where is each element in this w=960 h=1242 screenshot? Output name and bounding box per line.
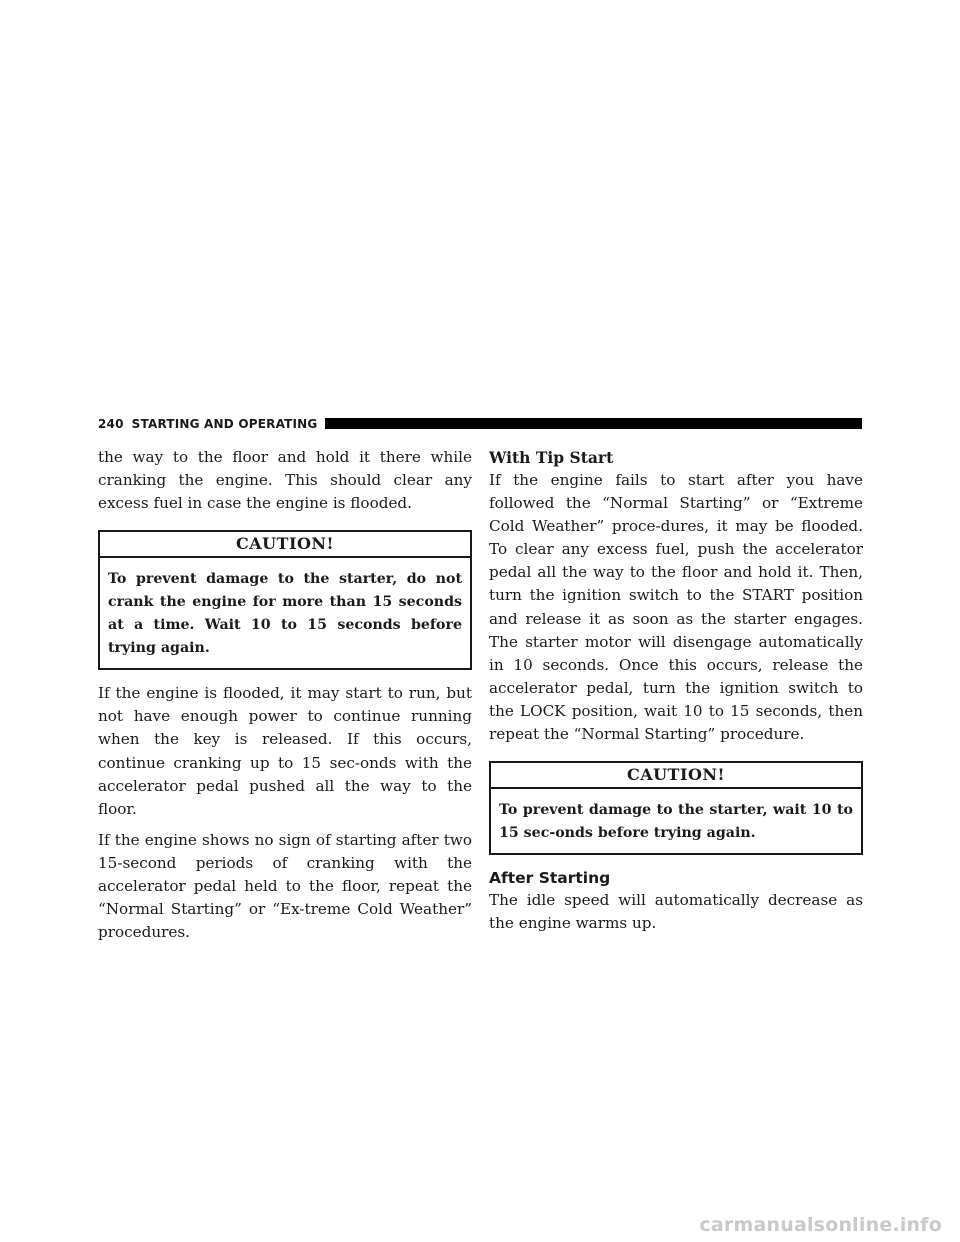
caution-title-1: CAUTION! — [100, 532, 470, 558]
right-paragraph-2: The idle speed will automatically decrease as the engine warms up. — [489, 891, 863, 933]
caution-body-1: To prevent damage to the starter, do not crank the engine for more than 15 seconds at a time. Wait 10 to 15 seconds before trying again. — [108, 571, 462, 657]
section-title: STARTING AND OPERATING — [131, 416, 318, 431]
caution-title-2: CAUTION! — [491, 763, 861, 789]
heading-after-starting: After Starting — [489, 869, 611, 888]
caution-box-2 — [489, 761, 863, 855]
left-paragraph-2: If the engine is flooded, it may start to run, but not have enough power to continue running when the key is released. If this occurs, continue cranking up to 15 sec-onds with the accelerator pedal pushed all the way to the floor. — [98, 684, 472, 818]
page-header — [98, 415, 862, 432]
right-paragraph-1: If the engine fails to start after you have followed the “Normal Starting” or “Extreme Cold Weather” proce-dures, it may be flooded. To clear any excess fuel, push the accelerator pedal all the way to the floor and hold it. Then, turn the ignition switch to the START position and release it as soon as the starter engages. The starter motor will disengage automatically in 10 seconds. Once this occurs, release the accelerator pedal, turn the ignition switch to the LOCK position, wait 10 to 15 seconds, then repeat the “Normal Starting” procedure. — [489, 471, 863, 744]
heading-with-tip-start: With Tip Start — [489, 448, 614, 467]
left-paragraph-1: the way to the floor and hold it there while cranking the engine. This should clear any excess fuel in case the engine is flooded. — [98, 448, 472, 513]
caution-box-1 — [98, 530, 472, 670]
page-number: 240 — [98, 416, 124, 431]
left-paragraph-3: If the engine shows no sign of starting after two 15-second periods of cranking with the accelerator pedal held to the floor, repeat the “Normal Starting” or “Ex-treme Cold Weather” procedures. — [98, 830, 472, 942]
watermark-logo: carmanualsonline.info — [699, 1214, 942, 1236]
header-rule — [325, 418, 862, 429]
caution-body-2: To prevent damage to the starter, wait 10 to 15 sec-onds before trying again. — [499, 802, 853, 842]
right-column — [489, 446, 863, 935]
left-column — [98, 446, 472, 944]
